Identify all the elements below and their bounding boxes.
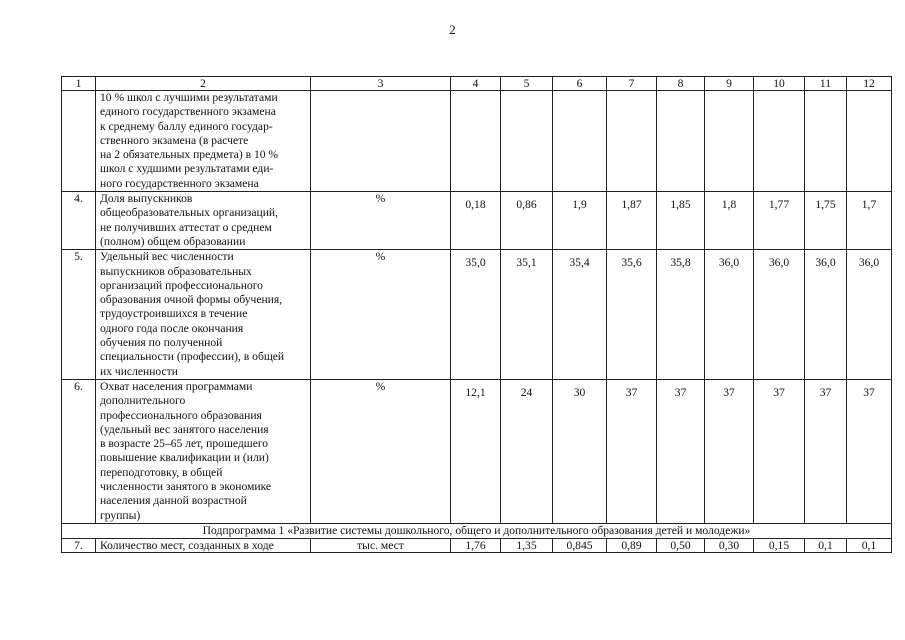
value-cell: 1,76 [451, 538, 501, 552]
value-cell: 37 [657, 379, 705, 523]
value-cell: 0,18 [451, 192, 501, 250]
subprogram-row [62, 523, 892, 538]
table-row [62, 192, 892, 250]
header-cell: 5 [501, 77, 553, 91]
value-cell: 1,77 [754, 192, 805, 250]
value-cell [501, 91, 553, 192]
table-row [62, 250, 892, 380]
value-cell [805, 91, 847, 192]
row-number [62, 91, 96, 192]
header-cell: 4 [451, 77, 501, 91]
value-cell: 35,1 [501, 250, 553, 380]
value-cell: 35,6 [607, 250, 657, 380]
value-cell: 24 [501, 379, 553, 523]
value-cell: 37 [847, 379, 892, 523]
value-cell: 35,8 [657, 250, 705, 380]
unit-cell: тыс. мест [311, 538, 451, 552]
value-cell: 0,30 [705, 538, 754, 552]
indicators-table [61, 76, 892, 553]
value-cell: 0,1 [847, 538, 892, 552]
value-cell: 1,7 [847, 192, 892, 250]
value-cell [657, 91, 705, 192]
value-cell: 30 [553, 379, 607, 523]
unit-cell: % [311, 250, 451, 380]
value-cell: 36,0 [805, 250, 847, 380]
unit-cell: % [311, 192, 451, 250]
table-row [62, 91, 892, 192]
value-cell [553, 91, 607, 192]
table-row [62, 538, 892, 552]
value-cell: 1,9 [553, 192, 607, 250]
value-cell: 12,1 [451, 379, 501, 523]
table-row [62, 379, 892, 523]
value-cell: 0,50 [657, 538, 705, 552]
unit-cell [311, 91, 451, 192]
header-cell: 7 [607, 77, 657, 91]
value-cell [451, 91, 501, 192]
value-cell: 1,8 [705, 192, 754, 250]
value-cell: 1,35 [501, 538, 553, 552]
header-cell: 1 [62, 77, 96, 91]
header-cell: 10 [754, 77, 805, 91]
value-cell: 1,87 [607, 192, 657, 250]
value-cell: 1,85 [657, 192, 705, 250]
header-cell: 3 [311, 77, 451, 91]
indicator-name: 10 % школ с лучшими результатами единого государственного экзамена к среднему баллу единого государ- ственного экзамена (в расчете на 2 обязательных предмета) в 10 % школ с худшими результатами еди- ного государственного экзамена [96, 91, 311, 192]
value-cell [847, 91, 892, 192]
value-cell [607, 91, 657, 192]
value-cell: 0,1 [805, 538, 847, 552]
value-cell: 0,86 [501, 192, 553, 250]
header-cell: 12 [847, 77, 892, 91]
value-cell: 36,0 [705, 250, 754, 380]
indicator-name: Удельный вес численности выпускников образовательных организаций профессионального образования очной формы обучения, трудоустроившихся в течение одного года после окончания обучения по полученной специальности (профессии), в общей их численности [96, 250, 311, 380]
indicator-name: Доля выпускников общеобразовательных организаций, не получивших аттестат о среднем (полном) общем образовании [96, 192, 311, 250]
row-number: 5. [62, 250, 96, 380]
header-row [62, 77, 892, 91]
page-number: 2 [449, 22, 456, 37]
header-cell: 11 [805, 77, 847, 91]
row-number: 6. [62, 379, 96, 523]
value-cell: 1,75 [805, 192, 847, 250]
header-cell: 9 [705, 77, 754, 91]
header-cell: 6 [553, 77, 607, 91]
value-cell: 36,0 [847, 250, 892, 380]
value-cell: 0,89 [607, 538, 657, 552]
value-cell [705, 91, 754, 192]
value-cell: 0,845 [553, 538, 607, 552]
indicator-name: Охват населения программами дополнительного профессионального образования (удельный вес занятого населения в возрасте 25–65 лет, прошедшего повышение квалификации и (или) переподготовку, в общей численности занятого в экономике населения данной возрастной группы) [96, 379, 311, 523]
value-cell: 35,0 [451, 250, 501, 380]
header-cell: 8 [657, 77, 705, 91]
header-cell: 2 [96, 77, 311, 91]
value-cell: 37 [607, 379, 657, 523]
row-number: 4. [62, 192, 96, 250]
value-cell: 36,0 [754, 250, 805, 380]
unit-cell: % [311, 379, 451, 523]
indicator-name: Количество мест, созданных в ходе [96, 538, 311, 552]
value-cell: 37 [805, 379, 847, 523]
value-cell: 0,15 [754, 538, 805, 552]
subprogram-title: Подпрограмма 1 «Развитие системы дошкольного, общего и дополнительного образования детей и молодежи» [62, 523, 892, 538]
value-cell [754, 91, 805, 192]
value-cell: 37 [754, 379, 805, 523]
row-number: 7. [62, 538, 96, 552]
value-cell: 35,4 [553, 250, 607, 380]
value-cell: 37 [705, 379, 754, 523]
